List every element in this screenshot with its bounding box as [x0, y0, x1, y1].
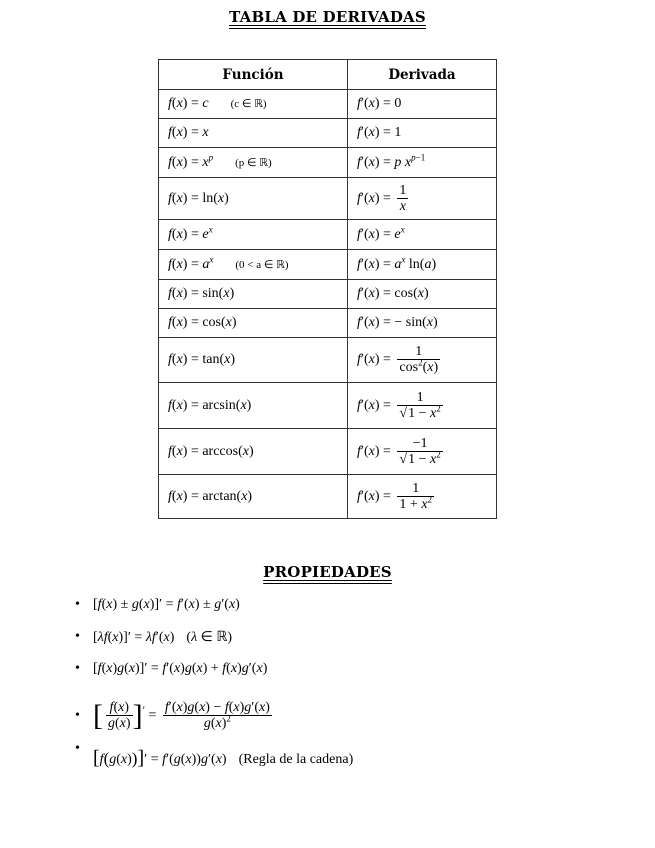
table-row: [159, 309, 497, 338]
list-item: • [f(x)g(x)]′ = f′(x)g(x) + f(x)g′(x): [75, 661, 353, 691]
table-row: [159, 119, 497, 148]
derivative-cell: f′(x) = − sin(x): [348, 309, 497, 338]
function-cell: $f(x) = a^x$ (0 < a ∈ ℝ): [159, 250, 348, 280]
derivative-cell: $f'(x) = a^x$ ln(a): [348, 250, 497, 280]
list-item: • [f(x) ± g(x)]′ = f′(x) ± g′(x): [75, 597, 353, 629]
table-header-row: [159, 60, 497, 90]
derivative-cell: f′(x) = $\frac{1}{x}$: [348, 178, 497, 220]
table-row: [159, 220, 497, 250]
table-row: [159, 338, 497, 383]
function-cell: f(x) = arcsin(x): [159, 383, 348, 429]
list-item: • [λf(x)]′ = λf′(x) (λ ∈ ℝ): [75, 629, 353, 661]
properties-list: [75, 597, 353, 779]
condition: (0 < a ∈ ℝ): [235, 258, 289, 271]
derivative-cell: f′(x) = 0: [348, 90, 497, 119]
derivative-cell: f′(x) = 1: [348, 119, 497, 148]
table-row: [159, 178, 497, 220]
derivatives-table: [158, 59, 497, 519]
derivative-cell: f′(x) = $\frac{1}{\cos^2(x)}$: [348, 338, 497, 383]
function-cell: f(x) = cos(x): [159, 309, 348, 338]
properties-title: PROPIEDADES: [263, 563, 392, 581]
derivative-cell: f′(x) = cos(x): [348, 280, 497, 309]
function-cell: f(x) = sin(x): [159, 280, 348, 309]
header-derivada: Derivada: [348, 60, 497, 90]
table-row: [159, 148, 497, 178]
page-title: TABLA DE DERIVADAS: [229, 8, 426, 26]
list-item: • [ $\frac{f(x)}{g(x)}$ ]′ = $\frac{f'(x)g(x) - f(x)g'(x)}{g(x)^2}$: [75, 691, 353, 741]
function-cell: f(x) = tan(x): [159, 338, 348, 383]
function-cell: f(x) = x: [159, 119, 348, 148]
table-row: [159, 250, 497, 280]
function-cell: $f(x) = x^p$ (p ∈ ℝ): [159, 148, 348, 178]
header-funcion: Función: [159, 60, 348, 90]
function-cell: f(x) = arccos(x): [159, 429, 348, 475]
table-row: [159, 475, 497, 519]
derivative-cell: f′(x) = p $x^{p-1}$: [348, 148, 497, 178]
list-item: • [f(g(x))]′ = f′(g(x))g′(x) (Regla de la cadena): [75, 741, 353, 779]
derivative-cell: f′(x) = $\frac{1}{1 + x^2}$: [348, 475, 497, 519]
table-row: [159, 383, 497, 429]
condition: (p ∈ ℝ): [235, 156, 272, 169]
condition: (c ∈ ℝ): [230, 98, 267, 110]
function-cell: f(x) = c (c ∈ ℝ): [159, 90, 348, 119]
function-cell: f(x) = arctan(x): [159, 475, 348, 519]
table-row: [159, 429, 497, 475]
table-row: [159, 90, 497, 119]
chain-rule-note: (Regla de la cadena): [238, 752, 354, 767]
function-cell: $f(x) = e^x$: [159, 220, 348, 250]
derivative-cell: f′(x) = $\frac{-1}{√1 - x^2}$: [348, 429, 497, 475]
function-cell: f(x) = ln(x): [159, 178, 348, 220]
derivative-cell: f′(x) = $\frac{1}{√1 - x^2}$: [348, 383, 497, 429]
derivative-cell: $f'(x) = e^x$: [348, 220, 497, 250]
table-row: [159, 280, 497, 309]
